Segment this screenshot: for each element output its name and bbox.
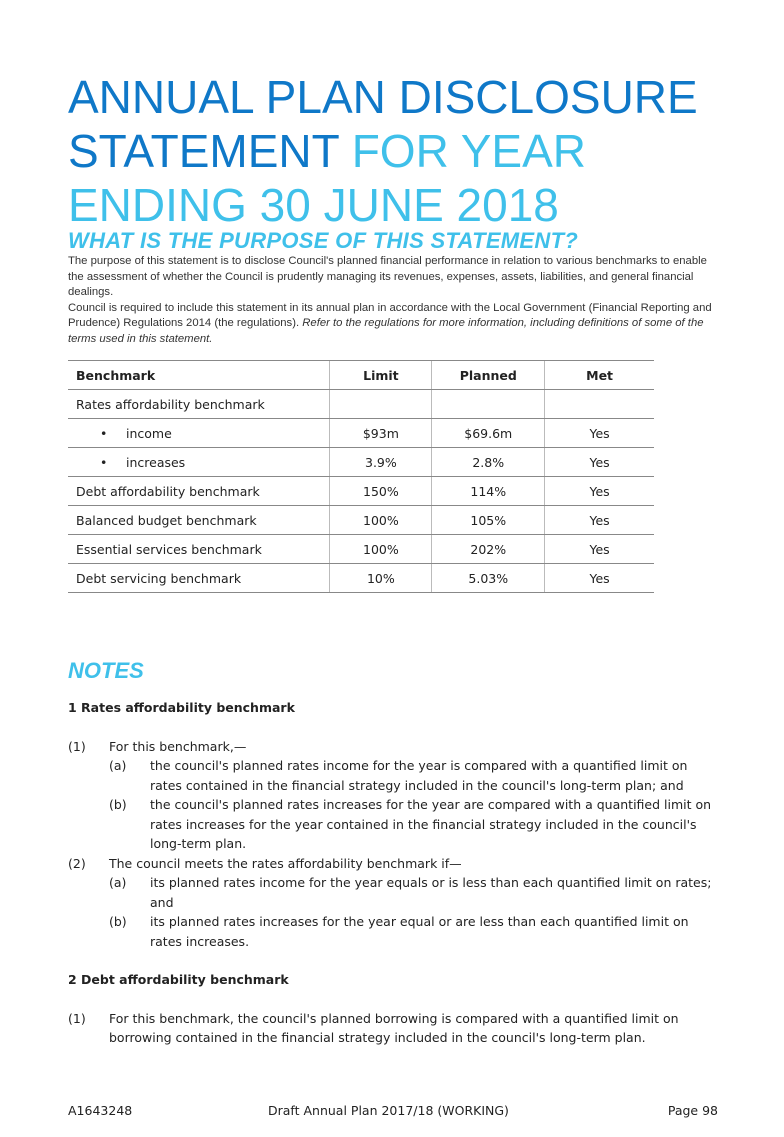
page-title (68, 70, 768, 232)
row-label: Debt affordability benchmark (68, 477, 330, 506)
page-footer (68, 1103, 718, 1121)
bullet-icon: • (100, 454, 108, 470)
footer-doc-title: Draft Annual Plan 2017/18 (WORKING) (268, 1103, 509, 1118)
list-item (68, 873, 718, 912)
row-met: Yes (545, 535, 654, 564)
row-planned: 114% (432, 477, 545, 506)
title-line-1: ANNUAL PLAN DISCLOSURE (68, 71, 698, 123)
table-row (68, 419, 654, 448)
benchmark-table (68, 360, 654, 593)
item-number: (b) (109, 914, 127, 929)
item-text: the council's planned rates income for the year is compared with a quantified limit on rates contained in the financial strategy included in the council's long-term plan; and (150, 758, 688, 793)
row-limit: 150% (330, 477, 432, 506)
table-row (68, 506, 654, 535)
table-row (68, 535, 654, 564)
title-line-3: ENDING 30 JUNE 2018 (68, 179, 559, 231)
intro-paragraph-1: The purpose of this statement is to disclose Council's planned financial performance in relation to various benchmarks to enable the assessment of whether the Council is prudently managing its revenues, expenses, assets, liabilities, and general financial dealings. (68, 255, 707, 298)
title-line-2-light: FOR YEAR (351, 125, 586, 177)
row-label (68, 448, 330, 477)
item-number: (1) (68, 738, 86, 754)
intro-paragraph-2-italic: Refer to the regulations for more information, including definitions of some of the terms used in this statement. (68, 317, 704, 345)
table-row (68, 564, 654, 593)
row-planned (432, 390, 545, 419)
section-1-title: 1 Rates affordability benchmark (68, 700, 295, 715)
header-planned: Planned (432, 361, 545, 390)
footer-doc-id: A1643248 (68, 1103, 133, 1118)
row-label: Balanced budget benchmark (68, 506, 330, 535)
row-planned: 2.8% (432, 448, 545, 477)
list-item (68, 737, 718, 757)
row-label-text: income (126, 425, 172, 441)
item-text: For this benchmark, the council's planned borrowing is compared with a quantified limit on borrowing contained in the financial strategy included in the council's long-term plan. (109, 1010, 679, 1045)
intro-text (68, 254, 718, 347)
list-item (68, 912, 718, 951)
row-limit: 100% (330, 506, 432, 535)
row-met: Yes (545, 506, 654, 535)
row-limit: 100% (330, 535, 432, 564)
row-label-text: increases (126, 454, 186, 470)
header-limit: Limit (330, 361, 432, 390)
item-text: the council's planned rates increases for the year are compared with a quantified limit on rates increases for the year contained in the financial strategy included in the council's long-term plan. (150, 797, 712, 851)
row-planned: $69.6m (432, 419, 545, 448)
table-row (68, 477, 654, 506)
intro-paragraph-2-plain: Council is required to include this statement in its annual plan in accordance with the Local Government (Financial Reporting and Prudence) Regulations 2014 (the regulations). (68, 301, 712, 329)
purpose-heading: WHAT IS THE PURPOSE OF THIS STATEMENT? (68, 228, 579, 253)
item-number: (a) (109, 758, 127, 773)
item-number: (2) (68, 855, 86, 871)
table-row (68, 390, 654, 419)
header-met: Met (545, 361, 654, 390)
row-label: Debt servicing benchmark (68, 564, 330, 593)
notes-body (68, 698, 718, 1048)
row-limit: 3.9% (330, 448, 432, 477)
list-item (68, 1009, 718, 1048)
item-number: (a) (109, 875, 127, 890)
bullet-icon: • (100, 425, 108, 441)
footer-page-number: Page 98 (667, 1103, 718, 1118)
row-met: Yes (545, 477, 654, 506)
item-number: (1) (68, 1010, 86, 1026)
title-line-2-dark: STATEMENT (68, 125, 339, 177)
row-planned: 202% (432, 535, 545, 564)
row-met: Yes (545, 564, 654, 593)
row-limit: $93m (330, 419, 432, 448)
header-benchmark: Benchmark (68, 361, 330, 390)
list-item (68, 854, 718, 874)
row-limit: 10% (330, 564, 432, 593)
intro-paragraph-2 (68, 301, 718, 348)
notes-heading: NOTES (68, 658, 144, 683)
row-limit (330, 390, 432, 419)
row-planned: 105% (432, 506, 545, 535)
item-text: For this benchmark,— (109, 738, 247, 754)
row-label: Rates affordability benchmark (68, 390, 330, 419)
row-planned: 5.03% (432, 564, 545, 593)
list-item (68, 795, 718, 854)
row-label: Essential services benchmark (68, 535, 330, 564)
item-text: its planned rates increases for the year equal or are less than each quantified limit on rates increases. (150, 914, 689, 949)
item-number: (b) (109, 797, 127, 812)
row-label (68, 419, 330, 448)
item-text: The council meets the rates affordability benchmark if— (109, 855, 462, 871)
list-item (68, 756, 718, 795)
section-2-title: 2 Debt affordability benchmark (68, 972, 289, 987)
row-met (545, 390, 654, 419)
row-met: Yes (545, 419, 654, 448)
row-met: Yes (545, 448, 654, 477)
table-row (68, 448, 654, 477)
table-header-row (68, 361, 654, 390)
item-text: its planned rates income for the year equals or is less than each quantified limit on rates; and (150, 875, 712, 910)
